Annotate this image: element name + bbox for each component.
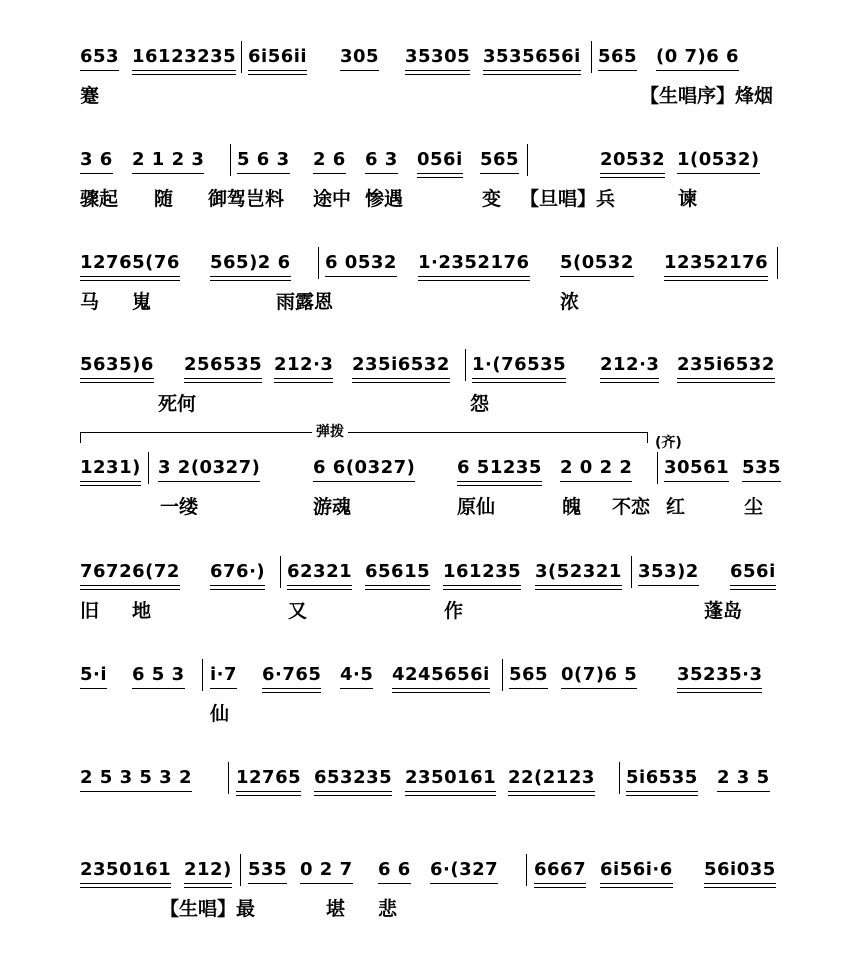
barline xyxy=(591,41,592,73)
lyric: 途中 xyxy=(313,188,352,210)
lyric: 死何 xyxy=(158,393,197,415)
notation-row xyxy=(80,45,782,75)
note-group: 3535656i xyxy=(483,46,581,67)
barline xyxy=(148,452,149,484)
score-line-3 xyxy=(80,251,782,331)
note-group: 212·3 xyxy=(600,354,660,375)
note-group: 6 3 xyxy=(365,149,398,170)
note-group: 235i6532 xyxy=(352,354,450,375)
note-group: 1(0532) xyxy=(677,149,760,170)
barline xyxy=(777,247,778,279)
barline xyxy=(280,556,281,588)
score-line-2 xyxy=(80,148,782,228)
barline xyxy=(230,144,231,176)
note-group: 22(2123 xyxy=(508,767,595,788)
lyric: 悲 xyxy=(378,898,398,920)
note-group: 0(7)6 5 xyxy=(561,664,638,685)
score-line-1 xyxy=(80,45,782,125)
note-group: 2 0 2 2 xyxy=(560,457,633,478)
note-group: 1·2352176 xyxy=(418,252,530,273)
note-group: i·7 xyxy=(210,664,238,685)
instrument-bracket xyxy=(80,424,648,445)
note-group: 3(52321 xyxy=(535,561,622,582)
barline xyxy=(240,854,241,886)
note-group: 235i6532 xyxy=(677,354,775,375)
note-group: 76726(72 xyxy=(80,561,180,582)
lyrics-row xyxy=(80,701,782,729)
barline xyxy=(202,659,203,691)
note-group: 6 5 3 xyxy=(132,664,185,685)
lyrics-row xyxy=(80,83,782,111)
note-group: 12765 xyxy=(236,767,302,788)
note-group: 056i xyxy=(417,149,463,170)
note-group: 2 6 xyxy=(313,149,346,170)
note-group: 16123235 xyxy=(132,46,237,67)
note-group: 676·) xyxy=(210,561,266,582)
note-group: 212) xyxy=(184,859,232,880)
note-group: 35235·3 xyxy=(677,664,763,685)
score-line-7 xyxy=(80,663,782,743)
barline xyxy=(527,144,528,176)
note-group: 2 5 3 5 3 2 xyxy=(80,767,192,788)
lyric: 作 xyxy=(444,600,464,622)
note-group: 35305 xyxy=(405,46,471,67)
score-line-4 xyxy=(80,353,782,433)
note-group: 6667 xyxy=(534,859,587,880)
note-group: 256535 xyxy=(184,354,263,375)
note-group: 565)2 6 xyxy=(210,252,291,273)
note-group: 5635)6 xyxy=(80,354,154,375)
lyric: 红 xyxy=(666,496,686,518)
note-group: 565 xyxy=(598,46,638,67)
note-group: 565 xyxy=(509,664,549,685)
lyric: 惨遇 xyxy=(365,188,404,210)
note-group: 6 51235 xyxy=(457,457,542,478)
lyric: 雨露恩 xyxy=(276,291,334,313)
note-group: 1231) xyxy=(80,457,141,478)
note-group: 3 6 xyxy=(80,149,113,170)
note-group: 62321 xyxy=(287,561,353,582)
note-group: 6 0532 xyxy=(325,252,397,273)
lyric: 仙 xyxy=(210,703,230,725)
barline xyxy=(619,762,620,794)
barline xyxy=(631,556,632,588)
score-line-9 xyxy=(80,858,782,938)
note-group: 20532 xyxy=(600,149,666,170)
note-group: 6i56ii xyxy=(248,46,308,67)
lyric: 又 xyxy=(288,600,308,622)
note-group: 5·i xyxy=(80,664,108,685)
lyrics-row xyxy=(80,289,782,317)
barline xyxy=(465,349,466,381)
lyric: 变 xyxy=(482,188,502,210)
note-group: (0 7)6 6 xyxy=(656,46,740,67)
score-line-5 xyxy=(80,456,782,536)
lyrics-row xyxy=(80,896,782,924)
notation-row xyxy=(80,663,782,693)
notation-row xyxy=(80,456,782,486)
note-group: 656i xyxy=(730,561,776,582)
note-group: 1·(76535 xyxy=(472,354,567,375)
score-line-8 xyxy=(80,766,782,846)
note-group: 3 2(0327) xyxy=(158,457,261,478)
lyric: 一缕 xyxy=(160,496,199,518)
lyrics-row xyxy=(80,804,782,832)
lyric: 游魂 xyxy=(313,496,352,518)
lyric: 蓬岛 xyxy=(704,600,743,622)
lyric: 原仙 xyxy=(457,496,496,518)
lyric: 旧 xyxy=(80,600,100,622)
note-group: 56i035 xyxy=(704,859,776,880)
lyric: 地 xyxy=(132,600,152,622)
note-group: 12765(76 xyxy=(80,252,180,273)
note-group: 305 xyxy=(340,46,380,67)
lyric: 不恋 xyxy=(612,496,651,518)
tutti-label: (齐) xyxy=(655,435,682,451)
note-group: 6i56i·6 xyxy=(600,859,673,880)
lyric: 随 xyxy=(154,188,174,210)
note-group: 6·(327 xyxy=(430,859,499,880)
note-group: 535 xyxy=(248,859,288,880)
barline xyxy=(318,247,319,279)
note-group: 6·765 xyxy=(262,664,322,685)
barline xyxy=(241,41,242,73)
note-group: 6 6(0327) xyxy=(313,457,416,478)
barline xyxy=(228,762,229,794)
note-group: 4·5 xyxy=(340,664,374,685)
note-group: 2 3 5 xyxy=(717,767,770,788)
lyric: 【生唱序】烽烟 xyxy=(640,85,774,107)
barline xyxy=(657,452,658,484)
lyric: 魄 xyxy=(562,496,582,518)
note-group: 12352176 xyxy=(664,252,769,273)
lyric: 【生唱】最 xyxy=(160,898,256,920)
lyric: 蹇 xyxy=(80,85,100,107)
note-group: 5 6 3 xyxy=(237,149,290,170)
note-group: 565 xyxy=(480,149,520,170)
lyrics-row xyxy=(80,186,782,214)
lyric: 怨 xyxy=(470,393,490,415)
lyrics-row xyxy=(80,598,782,626)
barline xyxy=(502,659,503,691)
notation-row xyxy=(80,858,782,888)
bracket-label: 弹拨 xyxy=(312,421,348,441)
note-group: 212·3 xyxy=(274,354,334,375)
barline xyxy=(526,854,527,886)
note-group: 161235 xyxy=(443,561,522,582)
notation-row xyxy=(80,353,782,383)
lyric: 谏 xyxy=(678,188,698,210)
note-group: 2350161 xyxy=(80,859,172,880)
lyric: 嵬 xyxy=(132,291,152,313)
note-group: 0 2 7 xyxy=(300,859,353,880)
note-group: 4245656i xyxy=(392,664,490,685)
notation-row xyxy=(80,766,782,796)
note-group: 535 xyxy=(742,457,782,478)
note-group: 653235 xyxy=(314,767,393,788)
notation-row xyxy=(80,148,782,178)
note-group: 5(0532 xyxy=(560,252,634,273)
lyrics-row xyxy=(80,391,782,419)
note-group: 353)2 xyxy=(638,561,699,582)
lyric: 马 xyxy=(80,291,100,313)
note-group: 6 6 xyxy=(378,859,411,880)
note-group: 30561 xyxy=(664,457,730,478)
note-group: 5i6535 xyxy=(626,767,698,788)
note-group: 65615 xyxy=(365,561,431,582)
note-group: 2 1 2 3 xyxy=(132,149,205,170)
lyric: 尘 xyxy=(744,496,764,518)
lyric: 堪 xyxy=(326,898,346,920)
lyric: 骤起 xyxy=(80,188,119,210)
notation-row xyxy=(80,251,782,281)
score-line-6 xyxy=(80,560,782,640)
lyric: 浓 xyxy=(560,291,580,313)
note-group: 653 xyxy=(80,46,120,67)
note-group: 2350161 xyxy=(405,767,497,788)
notation-row xyxy=(80,560,782,590)
lyric: 御驾岂料 xyxy=(208,188,285,210)
lyrics-row xyxy=(80,494,782,522)
lyric: 【旦唱】兵 xyxy=(520,188,616,210)
